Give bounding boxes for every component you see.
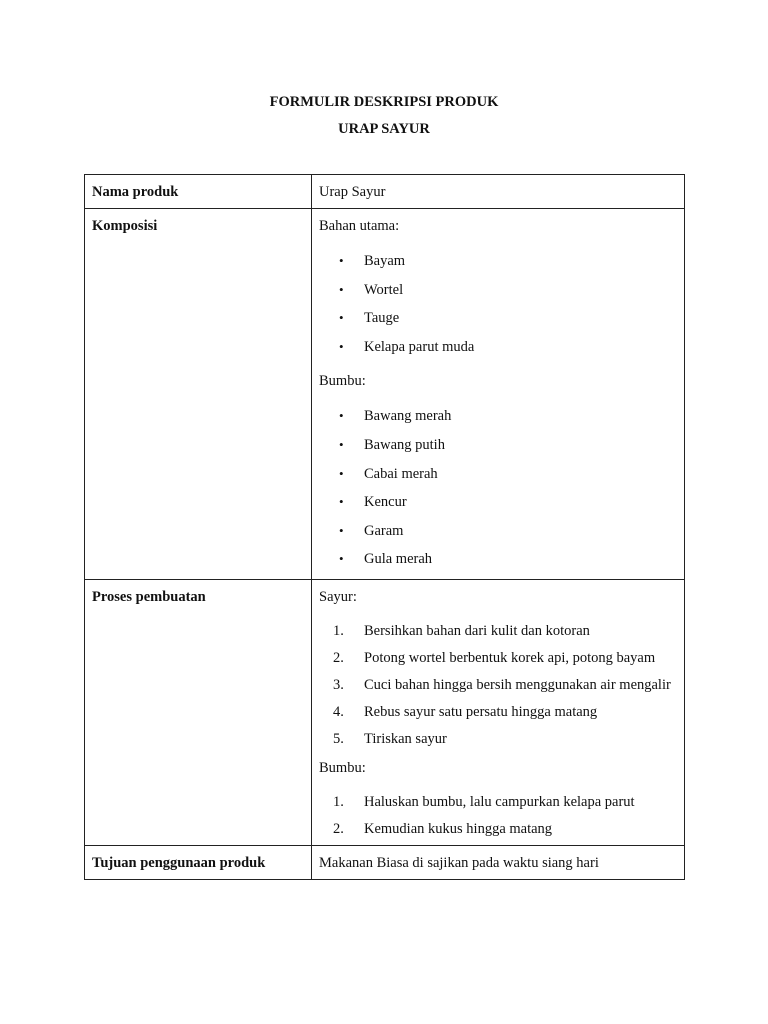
- bumbu-steps-list: [319, 789, 677, 843]
- list-item: [319, 338, 677, 367]
- step-number: 1.: [333, 622, 344, 639]
- table-row-komposisi: [85, 209, 685, 580]
- step-number: 1.: [333, 793, 344, 810]
- bullet-icon: •: [339, 253, 344, 268]
- row-label-cell: [85, 845, 312, 879]
- bullet-icon: •: [339, 408, 344, 424]
- row-label-cell: [85, 579, 312, 845]
- bullet-icon: •: [339, 338, 344, 354]
- komposisi-label: Komposisi: [92, 218, 158, 234]
- bullet-icon: •: [339, 522, 344, 538]
- table-row-proses-pembuatan: [85, 579, 685, 845]
- list-item-text: Bayam: [364, 253, 406, 269]
- step-item: [319, 816, 677, 843]
- list-item-text: Bawang putih: [364, 436, 445, 453]
- bullet-icon: •: [339, 436, 344, 452]
- step-text: Haluskan bumbu, lalu campurkan kelapa parut: [364, 793, 635, 810]
- row-label-cell: [85, 209, 312, 580]
- list-item: [319, 407, 677, 436]
- list-item-text: Garam: [364, 522, 404, 539]
- step-text: Potong wortel berbentuk korek api, potong bayam: [364, 649, 656, 666]
- bahan-utama-list: [319, 252, 677, 366]
- list-item: [319, 522, 677, 551]
- row-label-cell: [85, 175, 312, 209]
- step-text: Cuci bahan hingga bersih menggunakan air mengalir: [364, 676, 671, 693]
- list-item-text: Cabai merah: [364, 465, 438, 482]
- list-item-text: Gula merah: [364, 551, 433, 568]
- bullet-icon: •: [339, 281, 344, 297]
- row-value-cell: [312, 579, 685, 845]
- row-value-cell: [312, 209, 685, 580]
- bullet-icon: •: [339, 310, 344, 326]
- list-item-text: Wortel: [364, 281, 404, 298]
- list-item-text: Tauge: [364, 310, 400, 327]
- bullet-icon: •: [339, 494, 344, 510]
- list-item: [319, 281, 677, 310]
- list-item-text: Bawang merah: [364, 408, 452, 425]
- table-row-tujuan-penggunaan: [85, 845, 685, 879]
- step-number: 3.: [333, 676, 344, 693]
- list-item: [319, 493, 677, 522]
- tujuan-penggunaan-value: Makanan Biasa di sajikan pada waktu siang hari: [319, 854, 599, 871]
- sayur-steps-list: [319, 618, 677, 753]
- row-value-cell: [312, 845, 685, 879]
- step-item: [319, 645, 677, 672]
- table-row-nama-produk: [85, 175, 685, 209]
- list-item: [319, 436, 677, 465]
- nama-produk-label: Nama produk: [92, 184, 179, 200]
- list-item: [319, 252, 677, 281]
- step-number: 2.: [333, 649, 344, 666]
- list-item: [319, 550, 677, 579]
- bullet-icon: •: [339, 465, 344, 481]
- list-item-text: Kelapa parut muda: [364, 338, 475, 355]
- list-item: [319, 465, 677, 494]
- step-item: [319, 789, 677, 816]
- product-description-table: [84, 174, 685, 880]
- step-number: 5.: [333, 730, 344, 747]
- list-item-text: Kencur: [364, 494, 407, 511]
- bumbu-list: [319, 407, 677, 579]
- step-item: [319, 726, 677, 753]
- step-number: 2.: [333, 820, 344, 837]
- bumbu-heading: Bumbu:: [319, 373, 366, 390]
- proses-pembuatan-label: Proses pembuatan: [92, 588, 206, 605]
- document-subtitle: URAP SAYUR: [338, 121, 430, 137]
- nama-produk-value: Urap Sayur: [319, 184, 386, 200]
- bullet-icon: •: [339, 551, 344, 567]
- step-text: Rebus sayur satu persatu hingga matang: [364, 703, 598, 720]
- tujuan-penggunaan-label: Tujuan penggunaan produk: [92, 854, 266, 871]
- step-text: Bersihkan bahan dari kulit dan kotoran: [364, 622, 590, 639]
- step-item: [319, 672, 677, 699]
- step-item: [319, 618, 677, 645]
- bahan-utama-heading: Bahan utama:: [319, 218, 400, 234]
- row-value-cell: [312, 175, 685, 209]
- step-item: [319, 699, 677, 726]
- step-number: 4.: [333, 703, 344, 720]
- step-text: Tiriskan sayur: [364, 730, 447, 747]
- sayur-heading: Sayur:: [319, 588, 357, 605]
- bumbu-process-heading: Bumbu:: [319, 759, 366, 776]
- document-title: FORMULIR DESKRIPSI PRODUK: [269, 94, 499, 110]
- step-text: Kemudian kukus hingga matang: [364, 820, 553, 837]
- list-item: [319, 309, 677, 338]
